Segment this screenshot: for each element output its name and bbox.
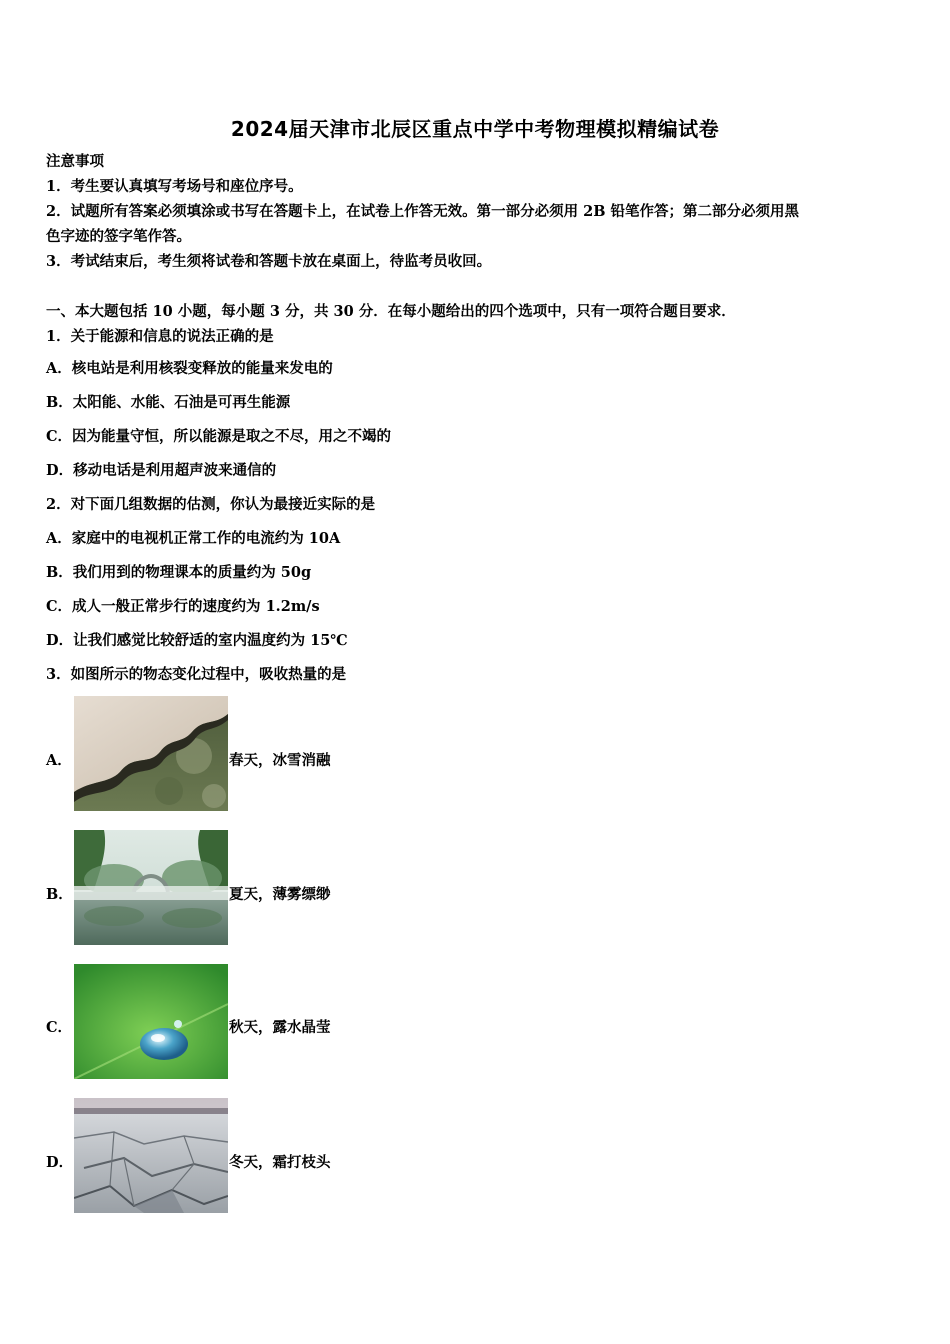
melting-ice-photo (74, 696, 228, 811)
image-option-label: A． (46, 752, 72, 769)
question-option: A．家庭中的电视机正常工作的电流约为 10A (46, 530, 341, 547)
image-option-caption: 秋天，露水晶莹 (229, 1019, 331, 1036)
question-option: D．移动电话是利用超声波来通信的 (46, 462, 277, 479)
section-heading: 一、本大题包括 10 小题，每小题 3 分，共 30 分．在每小题给出的四个选项中，只有一项符合题目要求． (46, 303, 736, 320)
question-option: C．成人一般正常步行的速度约为 1.2m/s (46, 598, 320, 615)
question-option: B．我们用到的物理课本的质量约为 50g (46, 564, 312, 581)
question-stem: 3．如图所示的物态变化过程中，吸收热量的是 (46, 666, 347, 683)
dew-drop-photo (74, 964, 228, 1079)
notice-item: 1．考生要认真填写考场号和座位序号。 (46, 178, 303, 195)
notice-heading: 注意事项 (46, 153, 104, 170)
frozen-lake-photo (74, 1098, 228, 1213)
image-option-caption: 冬天，霜打枝头 (229, 1154, 331, 1171)
image-option-caption: 春天，冰雪消融 (229, 752, 331, 769)
question-stem: 2．对下面几组数据的估测，你认为最接近实际的是 (46, 496, 376, 513)
image-option-label: B． (46, 886, 73, 903)
question-option: C．因为能量守恒，所以能源是取之不尽，用之不竭的 (46, 428, 392, 445)
misty-lake-photo (74, 830, 228, 945)
question-option: B．太阳能、水能、石油是可再生能源 (46, 394, 291, 411)
question-option: A．核电站是利用核裂变释放的能量来发电的 (46, 360, 333, 377)
page-title: 2024届天津市北辰区重点中学中考物理模拟精编试卷 (230, 117, 720, 141)
image-option-label: C． (46, 1019, 73, 1036)
notice-item: 色字迹的签字笔作答。 (46, 228, 191, 245)
question-stem: 1．关于能源和信息的说法正确的是 (46, 328, 274, 345)
question-option: D．让我们感觉比较舒适的室内温度约为 15℃ (46, 632, 348, 649)
image-option-label: D． (46, 1154, 74, 1171)
notice-item: 2．试题所有答案必须填涂或书写在答题卡上，在试卷上作答无效。第一部分必须用 2B 铅笔作答；第二部分必须用黑 (46, 203, 800, 220)
notice-item: 3．考试结束后，考生须将试卷和答题卡放在桌面上，待监考员收回。 (46, 253, 492, 270)
image-option-caption: 夏天，薄雾缥缈 (229, 886, 331, 903)
